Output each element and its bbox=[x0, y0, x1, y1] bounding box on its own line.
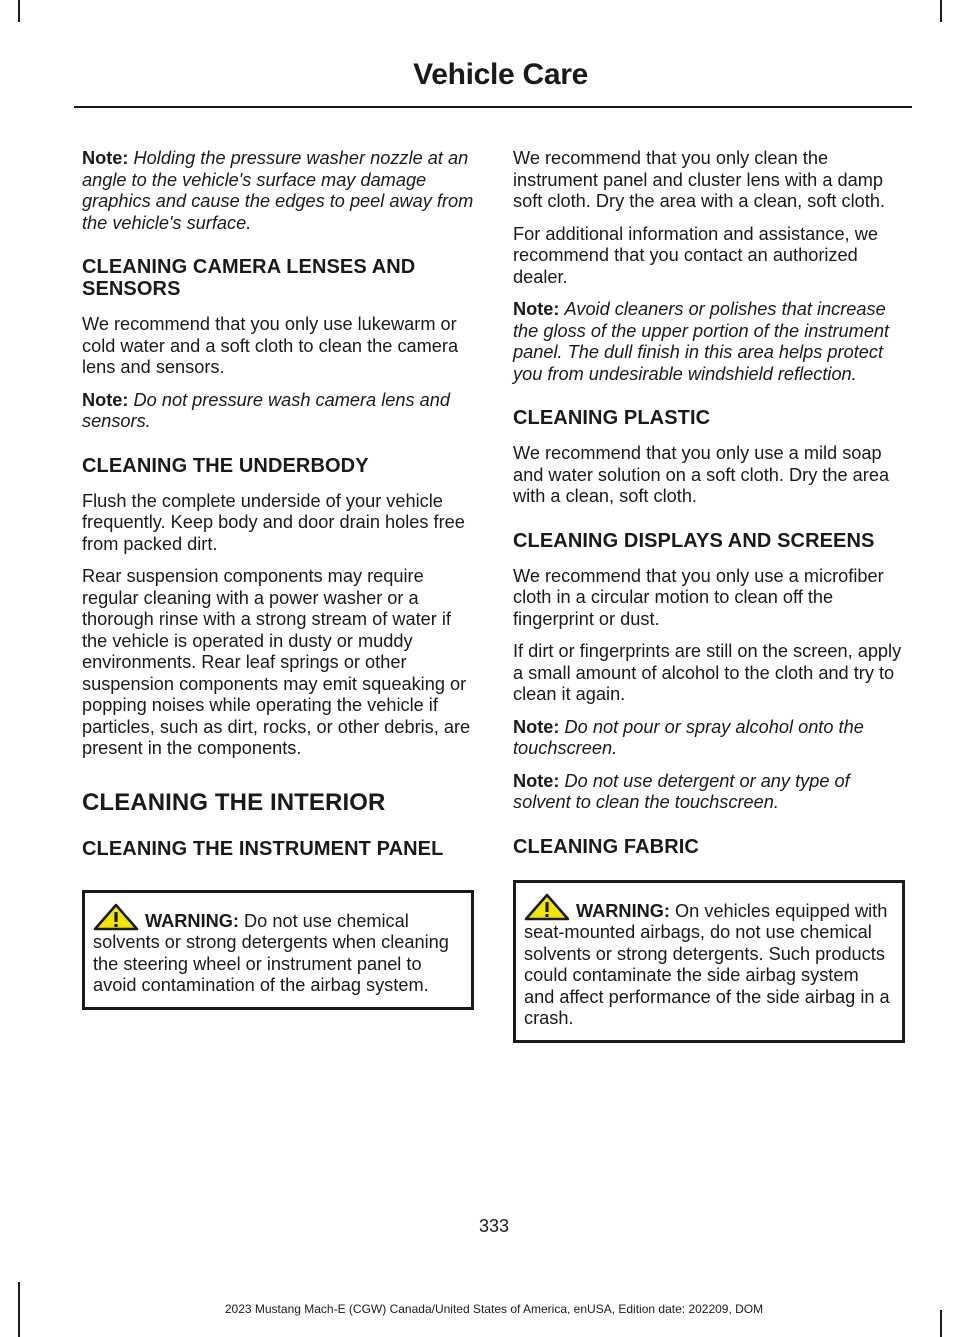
crop-mark-top-left bbox=[18, 0, 20, 22]
warning-label: WARNING: bbox=[576, 900, 670, 921]
displays-note-2 bbox=[513, 771, 905, 814]
note-label: Note: bbox=[513, 299, 560, 319]
header-divider bbox=[74, 106, 912, 108]
page-number: 333 bbox=[478, 1216, 510, 1236]
heading-displays-screens: CLEANING DISPLAYS AND SCREENS bbox=[513, 529, 875, 552]
heading-instrument-panel: CLEANING THE INSTRUMENT PANEL bbox=[82, 837, 444, 860]
warning-text: On vehicles equipped with seat-mounted airbags, do not use chemical solvents or strong detergents. Such products could contaminate the side airbag system and affect performance of the side airbag in a crash. bbox=[524, 900, 890, 1028]
warning-box-fabric bbox=[513, 880, 905, 1043]
note-label: Note: bbox=[513, 770, 560, 791]
warning-triangle-icon bbox=[524, 893, 570, 921]
warning-label: WARNING: bbox=[145, 910, 239, 931]
note-text: Do not use detergent or any type of solvent to clean the touchscreen. bbox=[513, 770, 850, 812]
instrument-panel-note bbox=[513, 299, 905, 385]
warning-triangle-icon bbox=[93, 903, 139, 931]
pressure-washer-note bbox=[82, 148, 474, 234]
camera-body: We recommend that you only use lukewarm or cold water and a soft cloth to clean the camera lens and sensors. bbox=[82, 314, 459, 377]
crop-mark-top-right bbox=[940, 0, 942, 22]
warning-text: Do not use chemical solvents or strong detergents when cleaning the steering wheel or instrument panel to avoid contamination of the airbag system. bbox=[93, 910, 449, 995]
note-label: Note: bbox=[513, 716, 560, 737]
heading-plastic: CLEANING PLASTIC bbox=[513, 407, 711, 429]
displays-body-1: We recommend that you only use a microfiber cloth in a circular motion to clean off the fingerprint or dust. bbox=[513, 565, 884, 629]
left-column bbox=[82, 148, 474, 1010]
heading-underbody: CLEANING THE UNDERBODY bbox=[82, 454, 369, 477]
heading-camera-lenses: CLEANING CAMERA LENSES AND SENSORS bbox=[82, 256, 416, 300]
plastic-body: We recommend that you only use a mild soap and water solution on a soft cloth. Dry the area with a clean, soft cloth. bbox=[513, 443, 890, 506]
displays-body-2: If dirt or fingerprints are still on the screen, apply a small amount of alcohol to the cloth and try to clean it again. bbox=[513, 641, 902, 704]
page-title: Vehicle Care bbox=[413, 58, 588, 91]
instrument-panel-body-1: We recommend that you only clean the instrument panel and cluster lens with a damp soft cloth. Dry the area with a clean, soft cloth. bbox=[513, 148, 886, 211]
camera-note bbox=[82, 390, 474, 433]
note-text: Holding the pressure washer nozzle at an angle to the vehicle's surface may damage graphics and cause the edges to peel away from the vehicle's surface. bbox=[82, 148, 474, 233]
note-text: Avoid cleaners or polishes that increase the gloss of the upper portion of the instrument panel. The dull finish in this area helps protect you from undesirable windshield reflection. bbox=[513, 299, 890, 384]
note-label: Note: bbox=[82, 148, 129, 168]
heading-interior: CLEANING THE INTERIOR bbox=[82, 788, 386, 816]
heading-fabric: CLEANING FABRIC bbox=[513, 835, 699, 858]
edition-footer: 2023 Mustang Mach-E (CGW) Canada/United States of America, enUSA, Edition date: 202209, DOM bbox=[224, 1302, 764, 1316]
warning-box-instrument-panel bbox=[82, 890, 474, 1010]
note-text: Do not pressure wash camera lens and sensors. bbox=[82, 389, 450, 431]
note-text: Do not pour or spray alcohol onto the touchscreen. bbox=[513, 716, 864, 758]
instrument-panel-body-2: For additional information and assistance, we recommend that you contact an authorized dealer. bbox=[513, 223, 878, 287]
underbody-body-1: Flush the complete underside of your vehicle frequently. Keep body and door drain holes free from packed dirt. bbox=[82, 490, 465, 554]
note-label: Note: bbox=[82, 389, 129, 410]
displays-note-1 bbox=[513, 717, 905, 760]
right-column bbox=[513, 148, 905, 1043]
underbody-body-2: Rear suspension components may require regular cleaning with a power washer or a thorough rinse with a strong stream of water if the vehicle is operated in dusty or muddy environments. Rear leaf springs or other suspension components may emit squeaking or popping noises while operating the vehicle if particles, such as dirt, rocks, or other debris, are present in the components. bbox=[82, 566, 471, 758]
